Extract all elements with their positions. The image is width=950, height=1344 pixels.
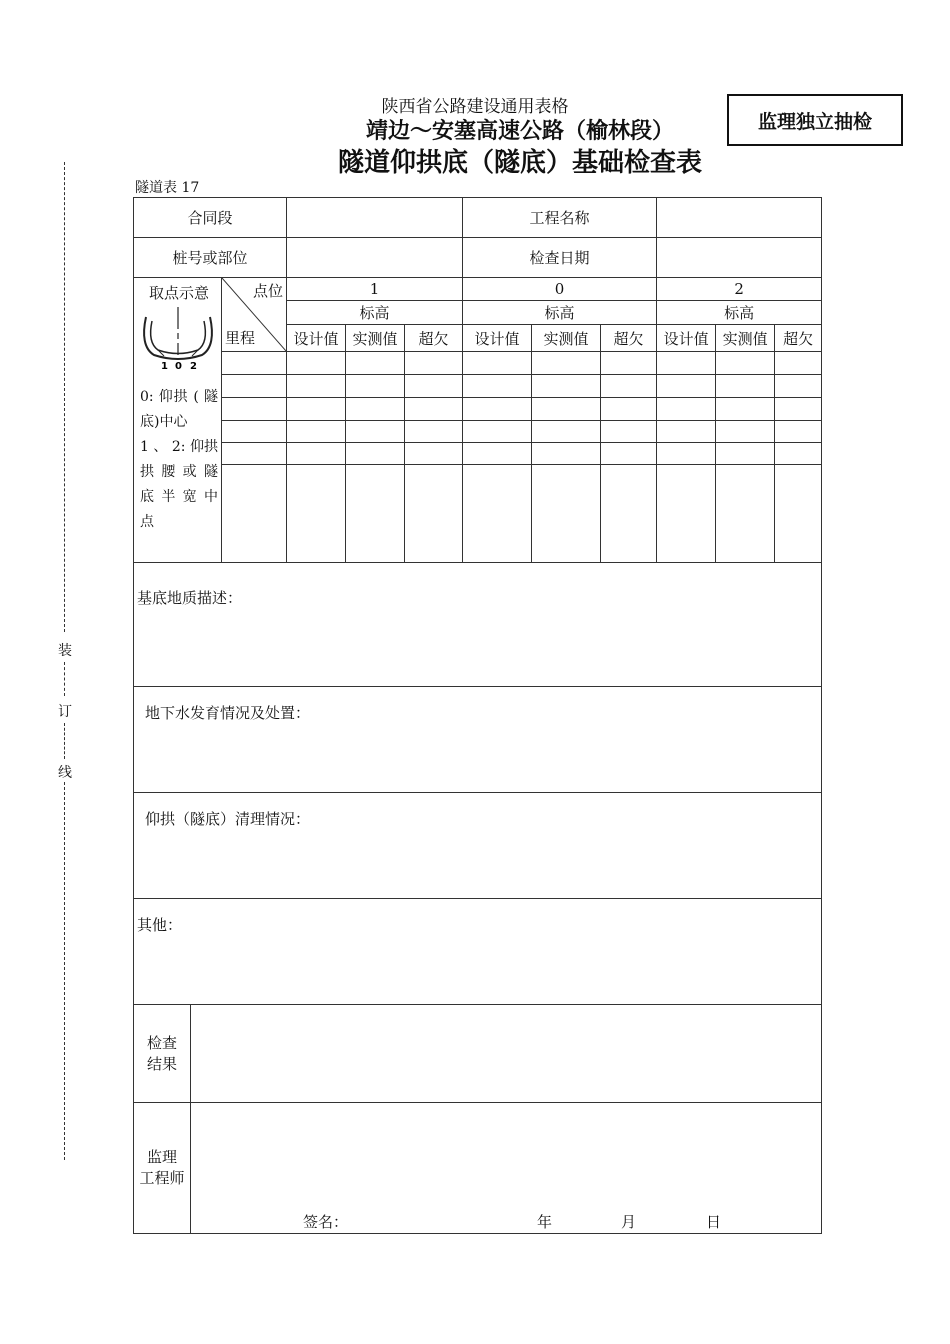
point-label: 点位 [253, 282, 284, 300]
data-cell[interactable] [532, 443, 601, 465]
data-cell[interactable] [287, 421, 346, 443]
project-name-label: 工程名称 [463, 198, 657, 238]
data-cell[interactable] [287, 465, 346, 563]
data-cell[interactable] [775, 421, 822, 443]
data-row [134, 352, 822, 375]
data-cell[interactable] [657, 352, 716, 375]
sign-label: 签名： [303, 1213, 349, 1231]
elevation-header: 标高 [657, 301, 822, 325]
data-cell[interactable] [463, 465, 532, 563]
binding-char-ding: 订 [58, 704, 72, 720]
mileage-cell[interactable] [222, 421, 287, 443]
diagram-number-1: 1 [161, 361, 168, 371]
day-label: 日 [706, 1213, 722, 1231]
year-label: 年 [537, 1213, 553, 1231]
data-cell[interactable] [405, 443, 463, 465]
data-cell[interactable] [657, 398, 716, 421]
data-row-tall [134, 465, 822, 563]
data-cell[interactable] [463, 375, 532, 398]
groundwater-field[interactable] [134, 687, 822, 793]
form-title: 隧道仰拱底（隧底）基础检查表 [337, 148, 702, 178]
data-cell[interactable] [346, 421, 405, 443]
elevation-header: 标高 [463, 301, 657, 325]
data-cell[interactable] [601, 375, 657, 398]
data-cell[interactable] [463, 443, 532, 465]
data-cell[interactable] [716, 421, 775, 443]
data-cell[interactable] [532, 398, 601, 421]
signature-line [191, 1211, 821, 1231]
cleaning-field[interactable] [134, 793, 822, 899]
info-row-station [134, 238, 822, 278]
design-value-header: 设计值 [463, 325, 532, 352]
engineer-label-line2: 工程师 [139, 1169, 185, 1187]
contract-value-field[interactable] [287, 198, 463, 238]
measured-value-header: 实测值 [716, 325, 775, 352]
station-label: 桩号或部位 [134, 238, 287, 278]
invert-arch-diagram [140, 307, 220, 371]
result-label-line1: 检查 [146, 1033, 177, 1052]
cleaning-section [134, 793, 822, 899]
diagram-note-line: 1 、 2: 仰拱 [140, 439, 218, 455]
design-value-header: 设计值 [287, 325, 346, 352]
data-cell[interactable] [405, 398, 463, 421]
geology-label: 基底地质描述： [137, 589, 243, 607]
data-row [134, 375, 822, 398]
inspection-form-table [133, 197, 822, 1234]
data-cell[interactable] [346, 352, 405, 375]
data-cell[interactable] [657, 375, 716, 398]
data-cell[interactable] [601, 352, 657, 375]
data-cell[interactable] [346, 465, 405, 563]
other-label: 其他： [137, 916, 183, 934]
data-cell[interactable] [716, 443, 775, 465]
data-cell[interactable] [775, 465, 822, 563]
cleaning-label: 仰拱（隧底）清理情况： [145, 810, 311, 828]
mileage-cell[interactable] [222, 352, 287, 375]
form-number: 隧道表 17 [135, 180, 200, 196]
engineer-label [134, 1103, 191, 1234]
over-under-header: 超欠 [601, 325, 657, 352]
check-date-value-field[interactable] [657, 238, 822, 278]
binding-line-mid1 [64, 662, 65, 696]
measured-value-header: 实测值 [346, 325, 405, 352]
province-form-subtitle: 陕西省公路建设通用表格 [381, 97, 569, 117]
contract-label: 合同段 [134, 198, 287, 238]
data-cell[interactable] [346, 443, 405, 465]
diagram-note-line: 底)中心 [140, 414, 188, 430]
result-value-field[interactable] [191, 1005, 822, 1103]
point-header-1: 1 [287, 278, 463, 301]
data-cell[interactable] [657, 421, 716, 443]
station-value-field[interactable] [287, 238, 463, 278]
data-cell[interactable] [346, 398, 405, 421]
groundwater-section [134, 687, 822, 793]
engineer-label-line1: 监理 [146, 1148, 177, 1166]
over-under-header: 超欠 [775, 325, 822, 352]
data-cell[interactable] [405, 421, 463, 443]
grid-header-row-points [134, 278, 822, 301]
data-cell[interactable] [287, 398, 346, 421]
data-cell[interactable] [657, 465, 716, 563]
data-row [134, 398, 822, 421]
diagram-number-2: 2 [190, 361, 197, 371]
data-cell[interactable] [601, 398, 657, 421]
binding-line-bottom [64, 782, 65, 1160]
diagram-note-line: 拱 腰 或 隧 [140, 464, 218, 480]
data-cell[interactable] [775, 352, 822, 375]
data-cell[interactable] [532, 465, 601, 563]
diagram-title: 取点示意 [148, 284, 209, 302]
data-cell[interactable] [716, 398, 775, 421]
binding-line-mid2 [64, 723, 65, 759]
over-under-header: 超欠 [405, 325, 463, 352]
other-section [134, 899, 822, 1005]
other-field[interactable] [134, 899, 822, 1005]
data-cell[interactable] [716, 375, 775, 398]
data-cell[interactable] [775, 375, 822, 398]
geology-field[interactable] [134, 563, 822, 687]
point-header-2: 2 [657, 278, 822, 301]
mileage-cell[interactable] [222, 465, 287, 563]
data-cell[interactable] [346, 375, 405, 398]
mileage-cell[interactable] [222, 443, 287, 465]
project-title: 靖边～安塞高速公路（榆林段） [365, 119, 674, 144]
data-cell[interactable] [532, 352, 601, 375]
data-cell[interactable] [601, 421, 657, 443]
month-label: 月 [621, 1213, 637, 1231]
data-cell[interactable] [532, 421, 601, 443]
data-cell[interactable] [405, 375, 463, 398]
diagram-note [140, 385, 218, 535]
check-date-label: 检查日期 [463, 238, 657, 278]
result-label [134, 1005, 191, 1103]
data-cell[interactable] [601, 465, 657, 563]
geology-section [134, 563, 822, 687]
data-cell[interactable] [463, 398, 532, 421]
diagram-note-line: 点 [140, 514, 154, 530]
binding-char-zhuang: 装 [58, 643, 72, 659]
data-cell[interactable] [405, 352, 463, 375]
project-name-value-field[interactable] [657, 198, 822, 238]
measured-value-header: 实测值 [532, 325, 601, 352]
data-cell[interactable] [657, 443, 716, 465]
data-cell[interactable] [287, 375, 346, 398]
binding-char-xian: 线 [58, 765, 72, 781]
design-value-header: 设计值 [657, 325, 716, 352]
data-cell[interactable] [716, 465, 775, 563]
diagram-note-line: 底 半 宽 中 [140, 489, 218, 505]
diagram-cell [134, 278, 222, 563]
data-cell[interactable] [405, 465, 463, 563]
result-label-line2: 结果 [146, 1054, 177, 1073]
engineer-row [134, 1103, 822, 1234]
data-cell[interactable] [532, 375, 601, 398]
point-mileage-header [222, 278, 287, 352]
data-cell[interactable] [716, 352, 775, 375]
mileage-cell[interactable] [222, 375, 287, 398]
data-cell[interactable] [775, 398, 822, 421]
inspection-type-stamp: 监理独立抽检 [727, 94, 903, 146]
data-row [134, 443, 822, 465]
mileage-label: 里程 [225, 329, 256, 347]
data-cell[interactable] [463, 421, 532, 443]
result-row [134, 1005, 822, 1103]
binding-line-top [64, 162, 65, 632]
data-cell[interactable] [287, 352, 346, 375]
mileage-cell[interactable] [222, 398, 287, 421]
groundwater-label: 地下水发育情况及处置： [145, 704, 311, 722]
data-cell[interactable] [463, 352, 532, 375]
info-row-contract [134, 198, 822, 238]
elevation-header: 标高 [287, 301, 463, 325]
data-cell[interactable] [601, 443, 657, 465]
point-header-0: 0 [463, 278, 657, 301]
data-cell[interactable] [775, 443, 822, 465]
data-row [134, 421, 822, 443]
diagram-number-0: 0 [175, 361, 182, 371]
engineer-sign-field[interactable] [191, 1103, 822, 1234]
data-cell[interactable] [287, 443, 346, 465]
diagram-note-line: 0: 仰拱 ( 隧 [140, 389, 218, 405]
